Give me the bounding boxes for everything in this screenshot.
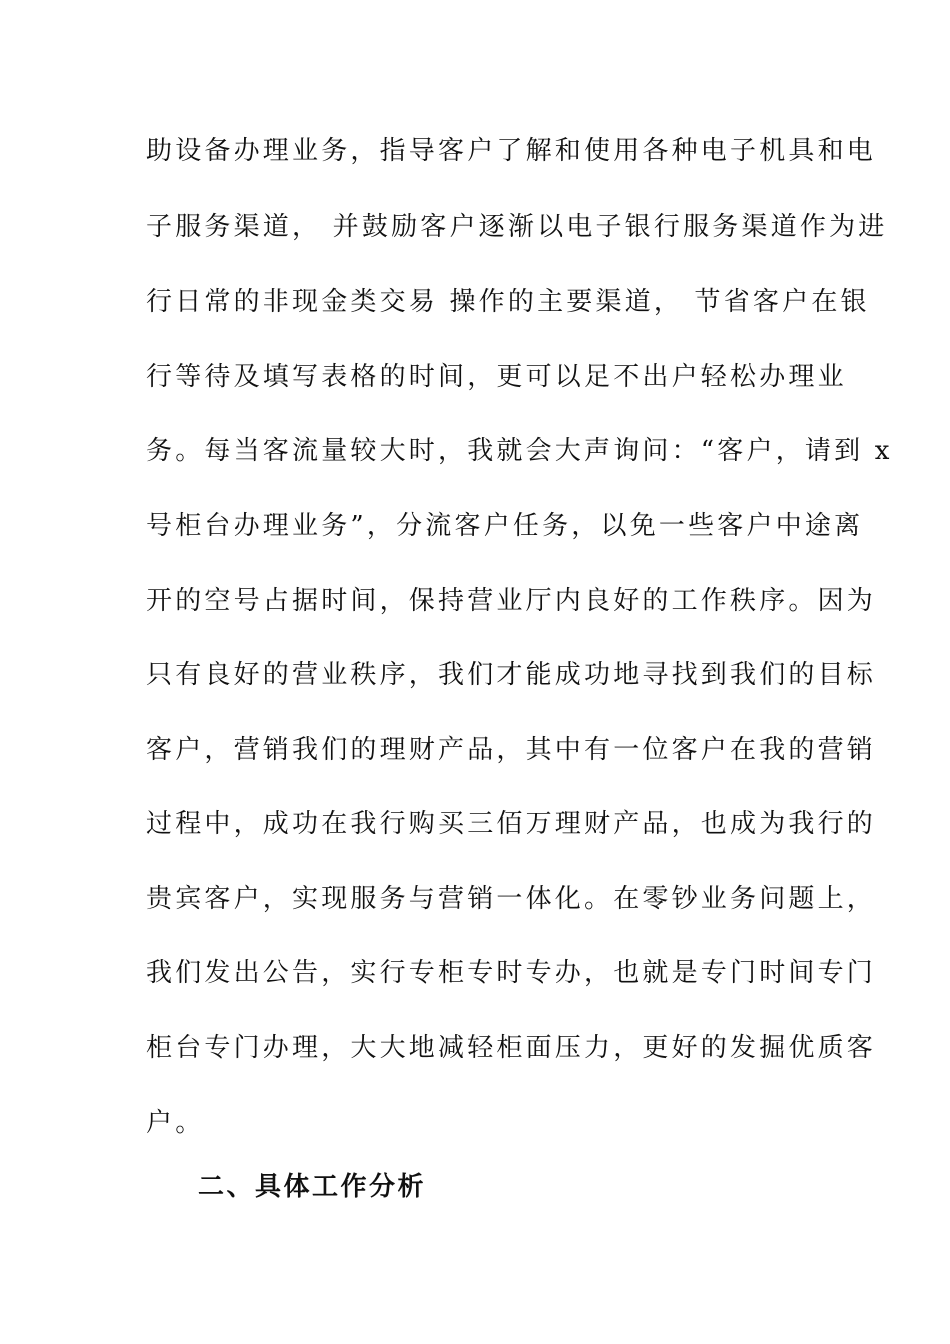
paragraph-line: 柜台专门办理，大大地减轻柜面压力，更好的发掘优质客: [146, 1033, 877, 1063]
paragraph-line: 号柜台办理业务”，分流客户任务，以免一些客户中途离: [146, 511, 864, 541]
paragraph-line: 户。: [146, 1108, 205, 1138]
paragraph-line: 只有良好的营业秩序，我们才能成功地寻找到我们的目标: [146, 660, 877, 690]
paragraph-line: 子服务渠道， 并鼓励客户逐渐以电子银行服务渠道作为进: [146, 212, 888, 242]
paragraph-line: 行等待及填写表格的时间，更可以足不出户轻松办理业: [146, 362, 847, 392]
paragraph-line: 过程中，成功在我行购买三佰万理财产品，也成为我行的: [146, 809, 877, 839]
paragraph-line: 助设备办理业务，指导客户了解和使用各种电子机具和电: [146, 136, 877, 166]
paragraph-line: 贵宾客户，实现服务与营销一体化。在零钞业务问题上，: [146, 884, 877, 914]
paragraph-line: 客户，营销我们的理财产品，其中有一位客户在我的营销: [146, 735, 877, 765]
paragraph-line: 行日常的非现金类交易 操作的主要渠道， 节省客户在银: [146, 287, 870, 317]
paragraph-line: 我们发出公告，实行专柜专时专办，也就是专门时间专门: [146, 958, 877, 988]
section-heading: 二、具体工作分析: [198, 1172, 427, 1202]
paragraph-line: 开的空号占据时间，保持营业厅内良好的工作秩序。因为: [146, 586, 877, 616]
paragraph-line: 务。每当客流量较大时，我就会大声询问：“客户，请到 x: [146, 436, 893, 466]
